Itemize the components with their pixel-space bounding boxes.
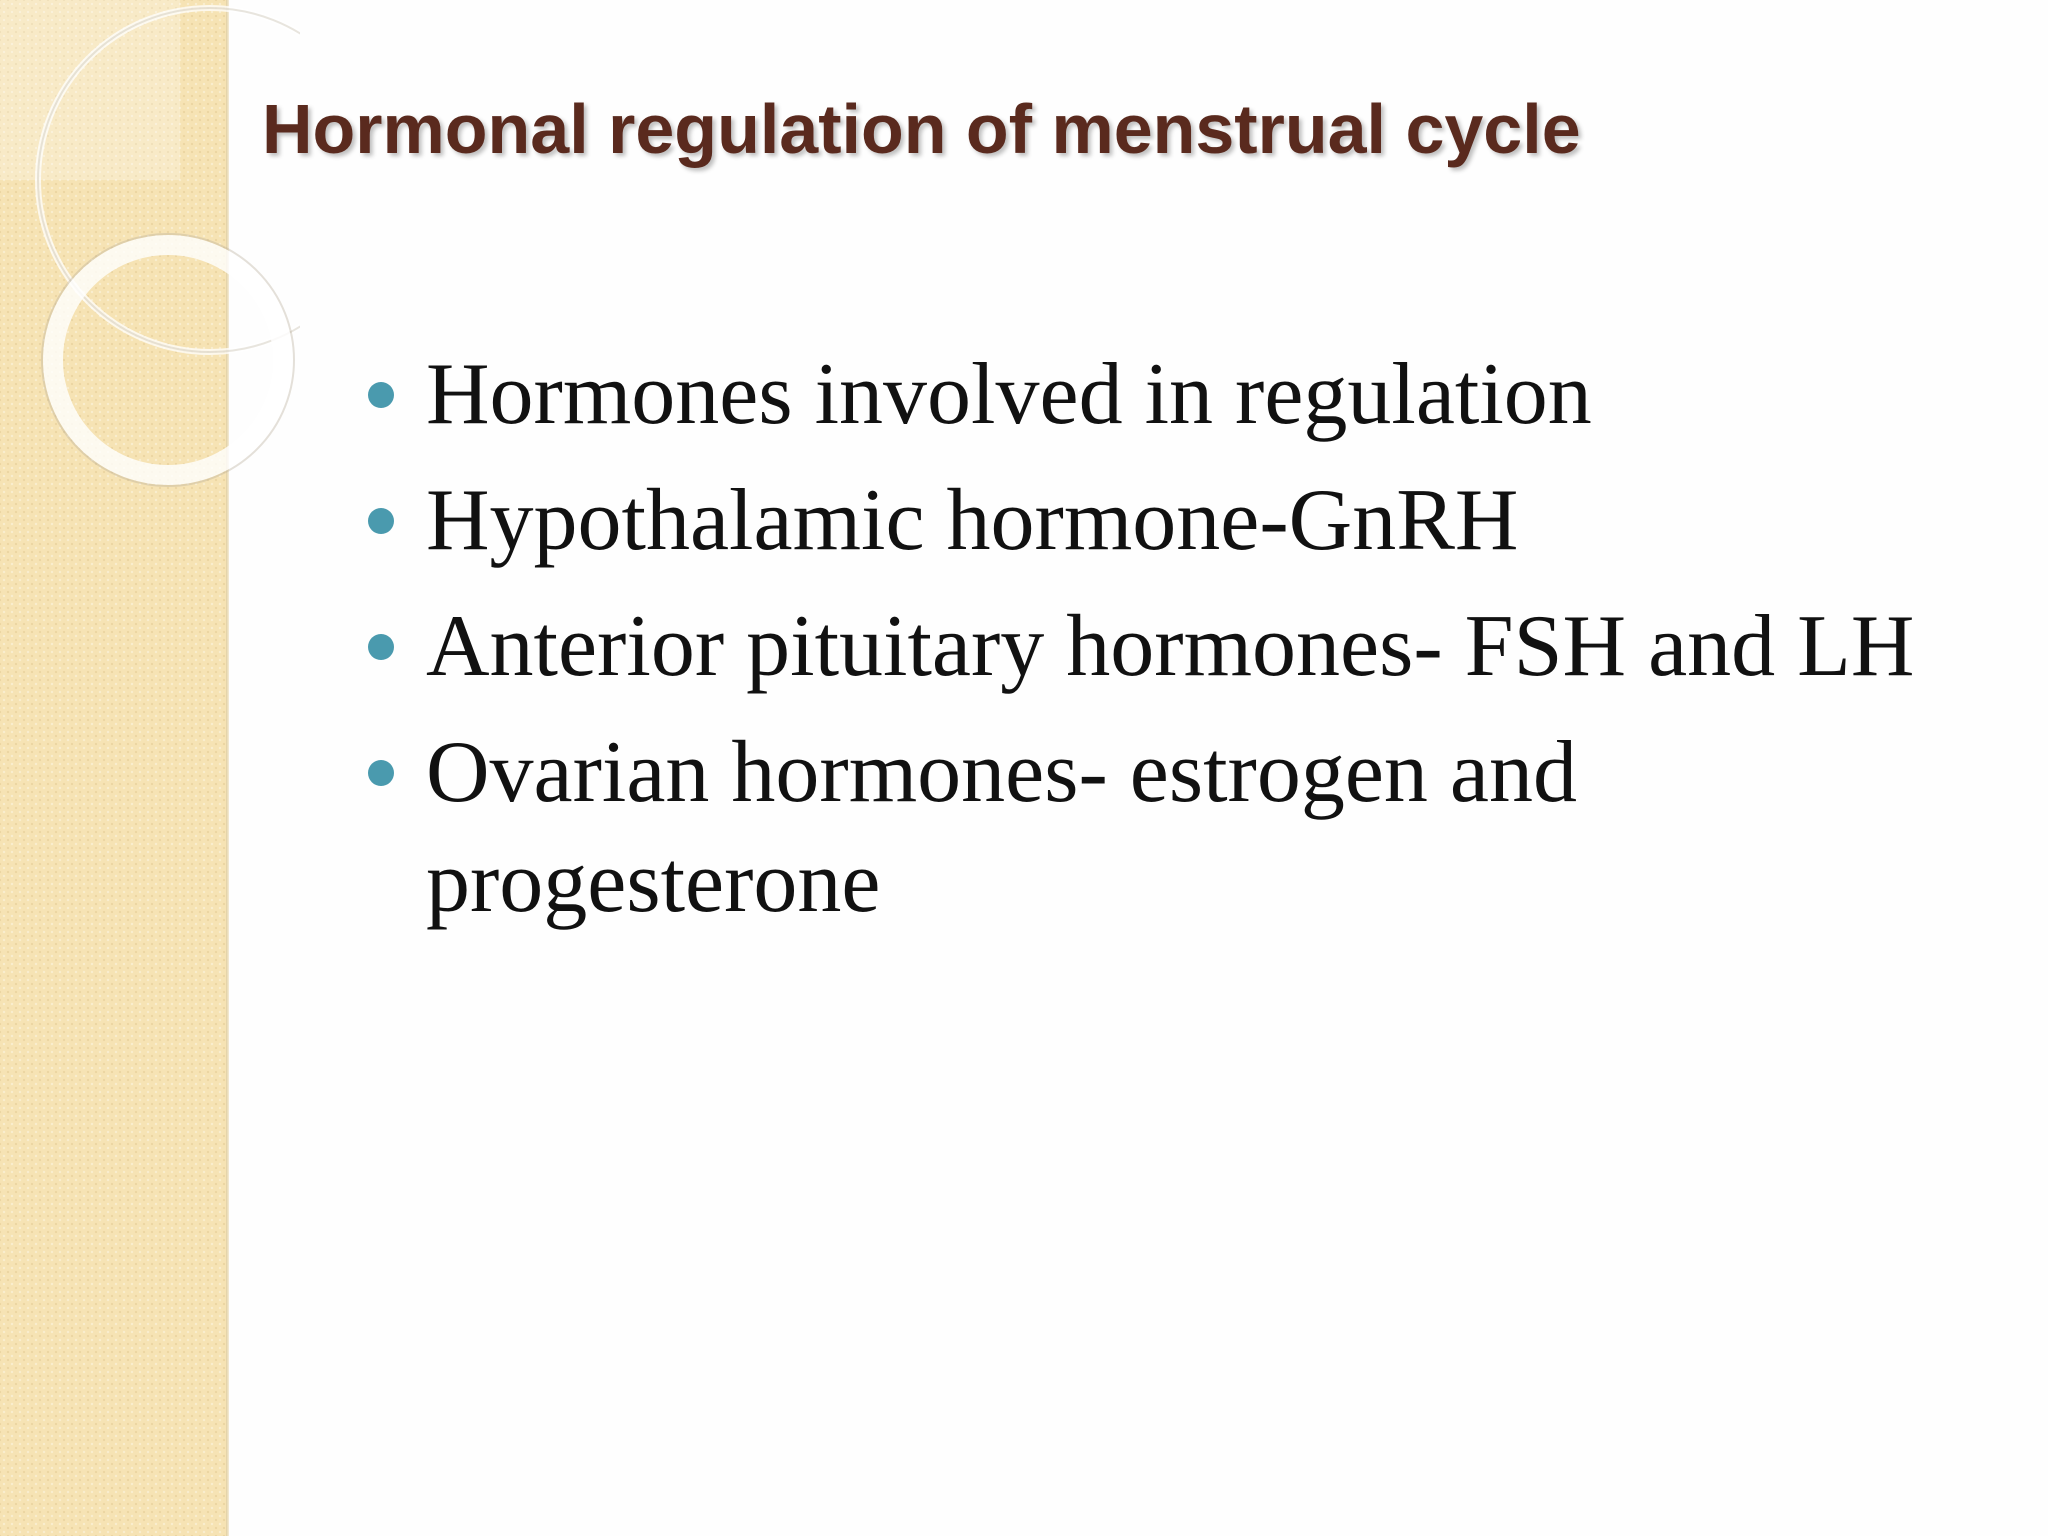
bullet-item: [360, 340, 2020, 450]
bullet-item: [360, 466, 2020, 576]
slide-title: Hormonal regulation of menstrual cycle: [262, 90, 1581, 168]
bullet-text: Hypothalamic hormone-GnRH: [426, 472, 1519, 569]
bullet-item: [360, 718, 2020, 938]
bullet-text: Anterior pituitary hormones- FSH and LH: [426, 598, 1915, 695]
bullet-text: Ovarian hormones- estrogen and progesterone: [426, 724, 1577, 931]
decorative-rings: [0, 0, 300, 520]
bullet-text: Hormones involved in regulation: [426, 346, 1592, 443]
bullet-dot-icon: [368, 508, 394, 534]
small-ring: [53, 245, 283, 475]
bullet-dot-icon: [368, 634, 394, 660]
bullet-item: [360, 592, 2020, 702]
bullet-dot-icon: [368, 382, 394, 408]
bullet-dot-icon: [368, 760, 394, 786]
bullet-list: [360, 340, 2020, 954]
